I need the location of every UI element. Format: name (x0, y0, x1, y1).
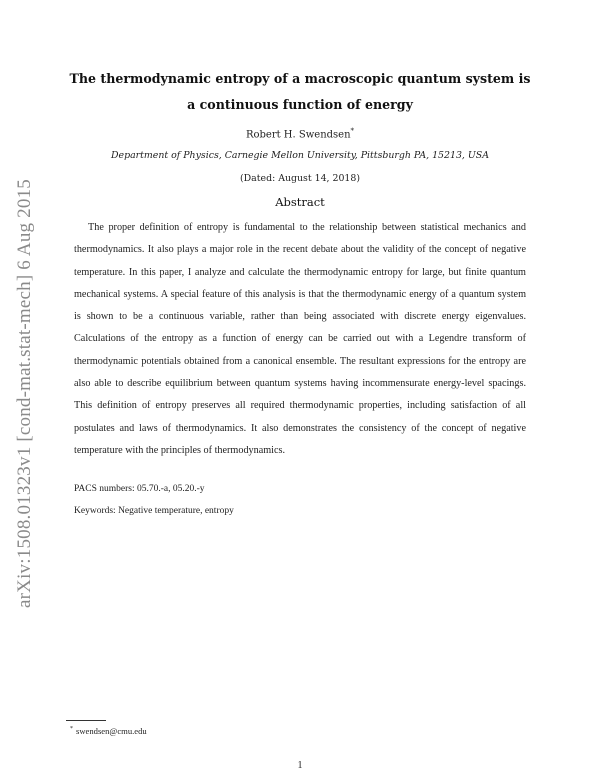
footnote-mark: * (70, 726, 73, 733)
date-line: (Dated: August 14, 2018) (239, 173, 361, 184)
footnote-email: swendsen@cmu.edu (76, 726, 147, 736)
author-footnote-mark: * (350, 127, 355, 135)
keywords: Keywords: Negative temperature, entropy (74, 506, 234, 516)
paper-title-line-1: The thermodynamic entropy of a macroscopic quantum system is (69, 71, 531, 86)
author-line (0, 127, 600, 140)
page-number: 1 (297, 760, 303, 771)
author-name: Robert H. Swendsen (245, 129, 351, 141)
paper-title (60, 66, 540, 118)
footnote (70, 726, 147, 736)
paper-title-line-2: a continuous function of energy (187, 97, 413, 112)
footnote-divider (66, 720, 106, 721)
arxiv-identifier: arXiv:1508.01323v1 [cond-mat.stat-mech] 6 Aug 2015 (14, 179, 35, 608)
abstract-heading: Abstract (275, 195, 325, 209)
pacs-numbers: PACS numbers: 05.70.-a, 05.20.-y (74, 484, 205, 494)
affiliation: Department of Physics, Carnegie Mellon University, Pittsburgh PA, 15213, USA (111, 150, 489, 161)
abstract-body: The proper definition of entropy is fundamental to the relationship between statistical mechanics and thermodynamics. It also plays a major role in the recent debate about the validity of the concept of negative temperature. In this paper, I analyze and calculate the thermodynamic entropy for large, but finite quantum mechanical systems. A special feature of this analysis is that the thermodynamic energy of a quantum system is shown to be a continuous variable, rather than being associated with discrete energy eigenvalues. Calculations of the entropy as a function of energy can be carried out with a Legendre transform of thermodynamic potentials obtained from a canonical ensemble. The resultant expressions for the entropy are also able to describe equilibrium between quantum systems having incommensurate energy-level spacings. This definition of entropy preserves all required thermodynamic properties, including satisfaction of all postulates and laws of thermodynamics. It also demonstrates the consistency of the concept of negative temperature with the principles of thermodynamics. (74, 222, 526, 456)
